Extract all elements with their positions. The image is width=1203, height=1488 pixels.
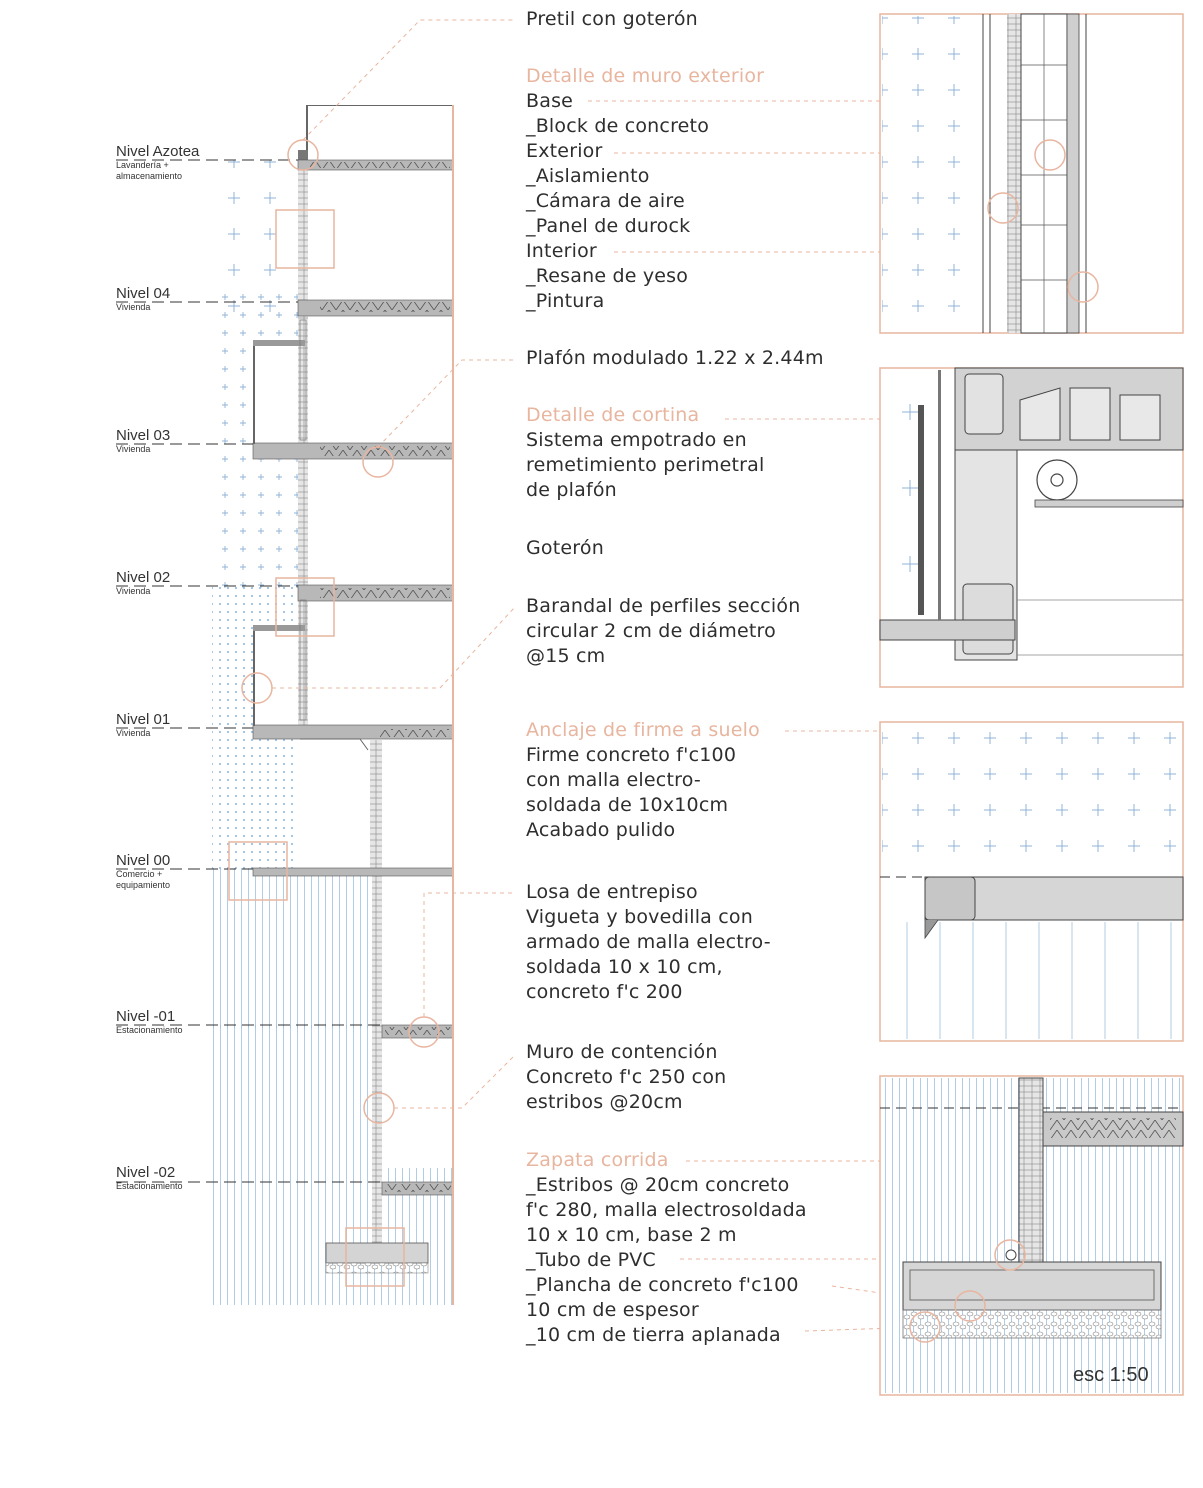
annotation-zapata-line: 10 x 10 cm, base 2 m (526, 1224, 737, 1246)
annotation-losa-line: Losa de entrepiso (526, 881, 698, 903)
annotation-plafon: Plafón modulado 1.22 x 2.44m (526, 347, 824, 369)
annotation-goteron: Goterón (526, 537, 604, 559)
level-label-00 (116, 852, 196, 891)
annotation-barandal-line: @15 cm (526, 645, 606, 667)
annotation-anclaje-line: Firme concreto f'c100 (526, 744, 737, 766)
detail-anclaje (880, 722, 1183, 1041)
annotation-cortina-line: remetimiento perimetral (526, 454, 765, 476)
annotation-muro-line: _Cámara de aire (526, 190, 685, 212)
annotation-losa-line: soldada 10 x 10 cm, (526, 956, 723, 978)
annotation-muro-contencion-line: estribos @20cm (526, 1091, 683, 1113)
annotation-zapata-line: _10 cm de tierra aplanada (526, 1324, 781, 1346)
level-label-03 (116, 427, 170, 455)
annotation-anclaje-line: con malla electro- (526, 769, 701, 791)
annotation-anclaje-line: soldada de 10x10cm (526, 794, 729, 816)
level-use: Vivienda (116, 444, 151, 454)
level-use: Vivienda (116, 728, 151, 738)
level-name: Nivel 03 (116, 427, 171, 444)
annotation-muro-title: Detalle de muro exterior (526, 65, 765, 87)
annotation-zapata-line: 10 cm de espesor (526, 1299, 699, 1321)
level-use: Lavandería + almacenamiento (116, 160, 183, 181)
annotation-muro-line: Exterior (526, 140, 603, 162)
annotation-zapata-title: Zapata corrida (526, 1149, 669, 1171)
annotation-zapata-line: _Plancha de concreto f'c100 (526, 1274, 799, 1296)
annotation-cortina-line: Sistema empotrado en (526, 429, 747, 451)
level-name: Nivel 02 (116, 569, 171, 586)
level-label-minus-01 (116, 1008, 183, 1036)
annotation-barandal-line: circular 2 cm de diámetro (526, 620, 776, 642)
level-name: Nivel Azotea (116, 143, 200, 160)
scale-label: esc 1:50 (1073, 1364, 1149, 1386)
annotation-anclaje-line: Acabado pulido (526, 819, 676, 841)
detail-muro-exterior (880, 14, 1183, 333)
level-use: Estacionamiento (116, 1181, 183, 1191)
annotation-muro-contencion-line: Muro de contención (526, 1041, 718, 1063)
annotation-losa-line: armado de malla electro- (526, 931, 771, 953)
annotation-muro-line: _Block de concreto (526, 115, 710, 137)
annotation-muro-contencion-line: Concreto f'c 250 con (526, 1066, 727, 1088)
annotation-losa-line: concreto f'c 200 (526, 981, 683, 1003)
level-label-minus-02 (116, 1164, 183, 1192)
level-name: Nivel 01 (116, 711, 171, 728)
annotation-muro-line: _Pintura (526, 290, 605, 312)
annotation-cortina-title: Detalle de cortina (526, 404, 700, 426)
annotation-muro-line: _Aislamiento (526, 165, 650, 187)
annotation-losa-line: Vigueta y bovedilla con (526, 906, 753, 928)
detail-cortina (880, 368, 1183, 687)
level-use: Vivienda (116, 586, 151, 596)
level-use: Comercio + equipamiento (116, 869, 171, 890)
level-name: Nivel 04 (116, 285, 171, 302)
detail-zapata (880, 1076, 1183, 1395)
annotation-zapata-line: f'c 280, malla electrosoldada (526, 1199, 807, 1221)
level-label-azotea (116, 143, 199, 182)
annotation-cortina-line: de plafón (526, 479, 617, 501)
earth-lines-left (212, 868, 377, 1028)
level-use: Estacionamiento (116, 1025, 183, 1035)
level-name: Nivel -02 (116, 1164, 176, 1181)
annotation-zapata-line: _Estribos @ 20cm concreto (526, 1174, 790, 1196)
level-name: Nivel -01 (116, 1008, 176, 1025)
annotation-muro-line: _Panel de durock (526, 215, 691, 237)
level-label-04 (116, 285, 170, 313)
annotation-barandal-line: Barandal de perfiles sección (526, 595, 801, 617)
annotation-muro-line: Interior (526, 240, 597, 262)
annotation-zapata-line: _Tubo de PVC (526, 1249, 656, 1271)
level-label-02 (116, 569, 170, 597)
level-label-01 (116, 711, 170, 739)
annotation-muro-line: _Resane de yeso (526, 265, 689, 287)
footing (326, 1243, 428, 1273)
annotation-muro-line: Base (526, 90, 574, 112)
level-name: Nivel 00 (116, 852, 171, 869)
annotation-pretil: Pretil con goterón (526, 8, 698, 30)
level-use: Vivienda (116, 302, 151, 312)
annotation-anclaje-title: Anclaje de firme a suelo (526, 719, 760, 741)
